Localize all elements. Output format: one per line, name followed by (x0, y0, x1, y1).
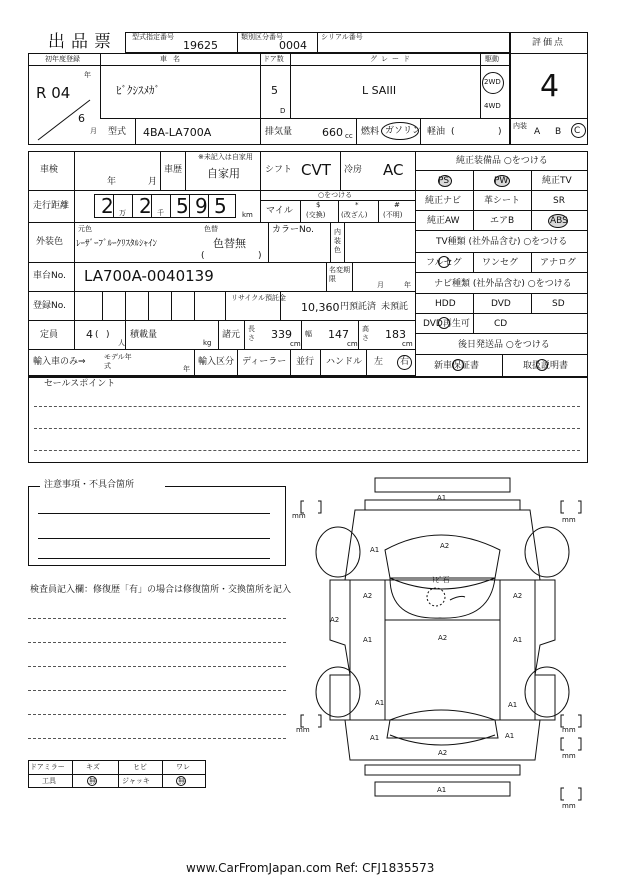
category-value: 0004 (279, 39, 307, 52)
mileage-digit-4: 9 (195, 194, 208, 218)
doors-label: ドア数 (263, 55, 284, 63)
damage-mark: A2 (438, 634, 448, 642)
svg-text:mm: mm (562, 726, 576, 734)
svg-text:mm: mm (562, 516, 576, 524)
ac-value: AC (383, 161, 404, 179)
damage-mark: A1 (363, 636, 373, 644)
drive-4wd: 4WD (484, 102, 501, 110)
car-name-value: ﾋﾞｸｼｽﾒｶﾞ (116, 84, 160, 97)
caution-label: 注意事項・不具合箇所 (44, 480, 135, 490)
damage-mark: A1 (437, 494, 447, 502)
interior-grade: C (574, 126, 581, 136)
equip-ps: PS (438, 176, 450, 186)
eval-label: 評価点 (532, 38, 566, 48)
type-label: 型式指定番号 (132, 33, 174, 41)
damage-mark: A2 (363, 592, 373, 600)
color-value: ﾚｰｻﾞｰﾌﾞﾙｰｸﾘｽﾀﾙｼｬｲﾝ (76, 239, 158, 249)
steering-right: 右 (400, 357, 410, 367)
navi-dvd-play: DVD再生可 (423, 319, 470, 329)
tools-mark: 無 (89, 777, 96, 785)
length-value: 339 (271, 328, 292, 341)
serial-label: シリアル番号 (321, 33, 363, 41)
eval-value: 4 (540, 69, 560, 104)
equipment-title: 純正装備品 ○をつける (456, 156, 548, 166)
chassis-value: LA700A-0040139 (84, 267, 214, 285)
equip-tv: 純正TV (542, 176, 572, 186)
svg-text:mm: mm (292, 512, 306, 520)
mileage-digit-2: 2 (139, 194, 152, 218)
grade-value: L SAIII (362, 84, 397, 97)
type-value: 19625 (183, 39, 218, 52)
tv-title: TV種類 (社外品含む) ○をつける (436, 237, 568, 247)
docs-manual: 取扱説明書 (523, 361, 569, 371)
grade-label: グレード (370, 55, 414, 63)
form-title: 出品票 (48, 32, 117, 52)
footer-text: www.CarFromJapan.com Ref: CFJ1835573 (186, 861, 435, 875)
cancel-slash (28, 95, 100, 145)
capacity-value: 4 (86, 328, 93, 341)
mileage-digit-1: 2 (101, 194, 114, 218)
fuel-value: ガソリン (385, 126, 422, 136)
damage-mark: A1 (508, 701, 518, 709)
damage-mark: A1 (370, 546, 380, 554)
sales-point-label: セールスポイント (44, 379, 116, 389)
shift-value: CVT (301, 161, 331, 179)
history-value: 自家用 (207, 167, 240, 180)
repaint-value: 色替無 (213, 237, 246, 250)
car-name-label: 車名 (160, 55, 186, 63)
jack-mark: 無 (178, 777, 185, 785)
damage-mark: A1 (437, 786, 447, 794)
tv-fullseg: フルセグ (426, 258, 462, 268)
damage-mark: A2 (330, 616, 340, 624)
damage-mark: ﾄﾋﾞ石 (432, 576, 450, 584)
displacement-value: 660 (322, 126, 343, 139)
inspector-label: 検査員記入欄：修復歴「有」の場合は修復箇所・交換箇所を記入 (30, 585, 292, 595)
damage-mark: A2 (513, 592, 523, 600)
drive-2wd: 2WD (484, 78, 501, 86)
car-damage-diagram (290, 470, 600, 820)
first-reg-month: 6 (78, 112, 85, 125)
damage-mark: A1 (513, 636, 523, 644)
damage-mark: A1 (370, 734, 380, 742)
model-value: 4BA-LA700A (143, 126, 212, 139)
damage-mark: A2 (440, 542, 450, 550)
drive-label: 駆動 (485, 55, 499, 63)
doors-value: 5 (271, 84, 278, 97)
svg-text:mm: mm (562, 752, 576, 760)
mileage-digit-5: 5 (214, 194, 227, 218)
damage-mark: A1 (375, 699, 385, 707)
docs-warranty: 新車保証書 (434, 361, 480, 371)
svg-text:mm: mm (296, 726, 310, 734)
first-reg-label: 初年度登録 (45, 55, 80, 63)
first-reg-era: R 04 (36, 84, 71, 102)
docs-title: 後日発送品 ○をつける (458, 340, 550, 350)
mileage-digit-3: 5 (176, 194, 189, 218)
equip-abs: ABS (550, 216, 568, 226)
navi-title: ナビ種類 (社外品含む) ○をつける (434, 279, 572, 289)
damage-mark: A1 (505, 732, 515, 740)
svg-text:mm: mm (562, 802, 576, 810)
width-value: 147 (328, 328, 349, 341)
equip-pw: PW (494, 176, 509, 186)
category-label: 類別区分番号 (241, 33, 283, 41)
recycle-value: 10,360 (301, 301, 340, 314)
height-value: 183 (385, 328, 406, 341)
damage-mark: A2 (438, 749, 448, 757)
